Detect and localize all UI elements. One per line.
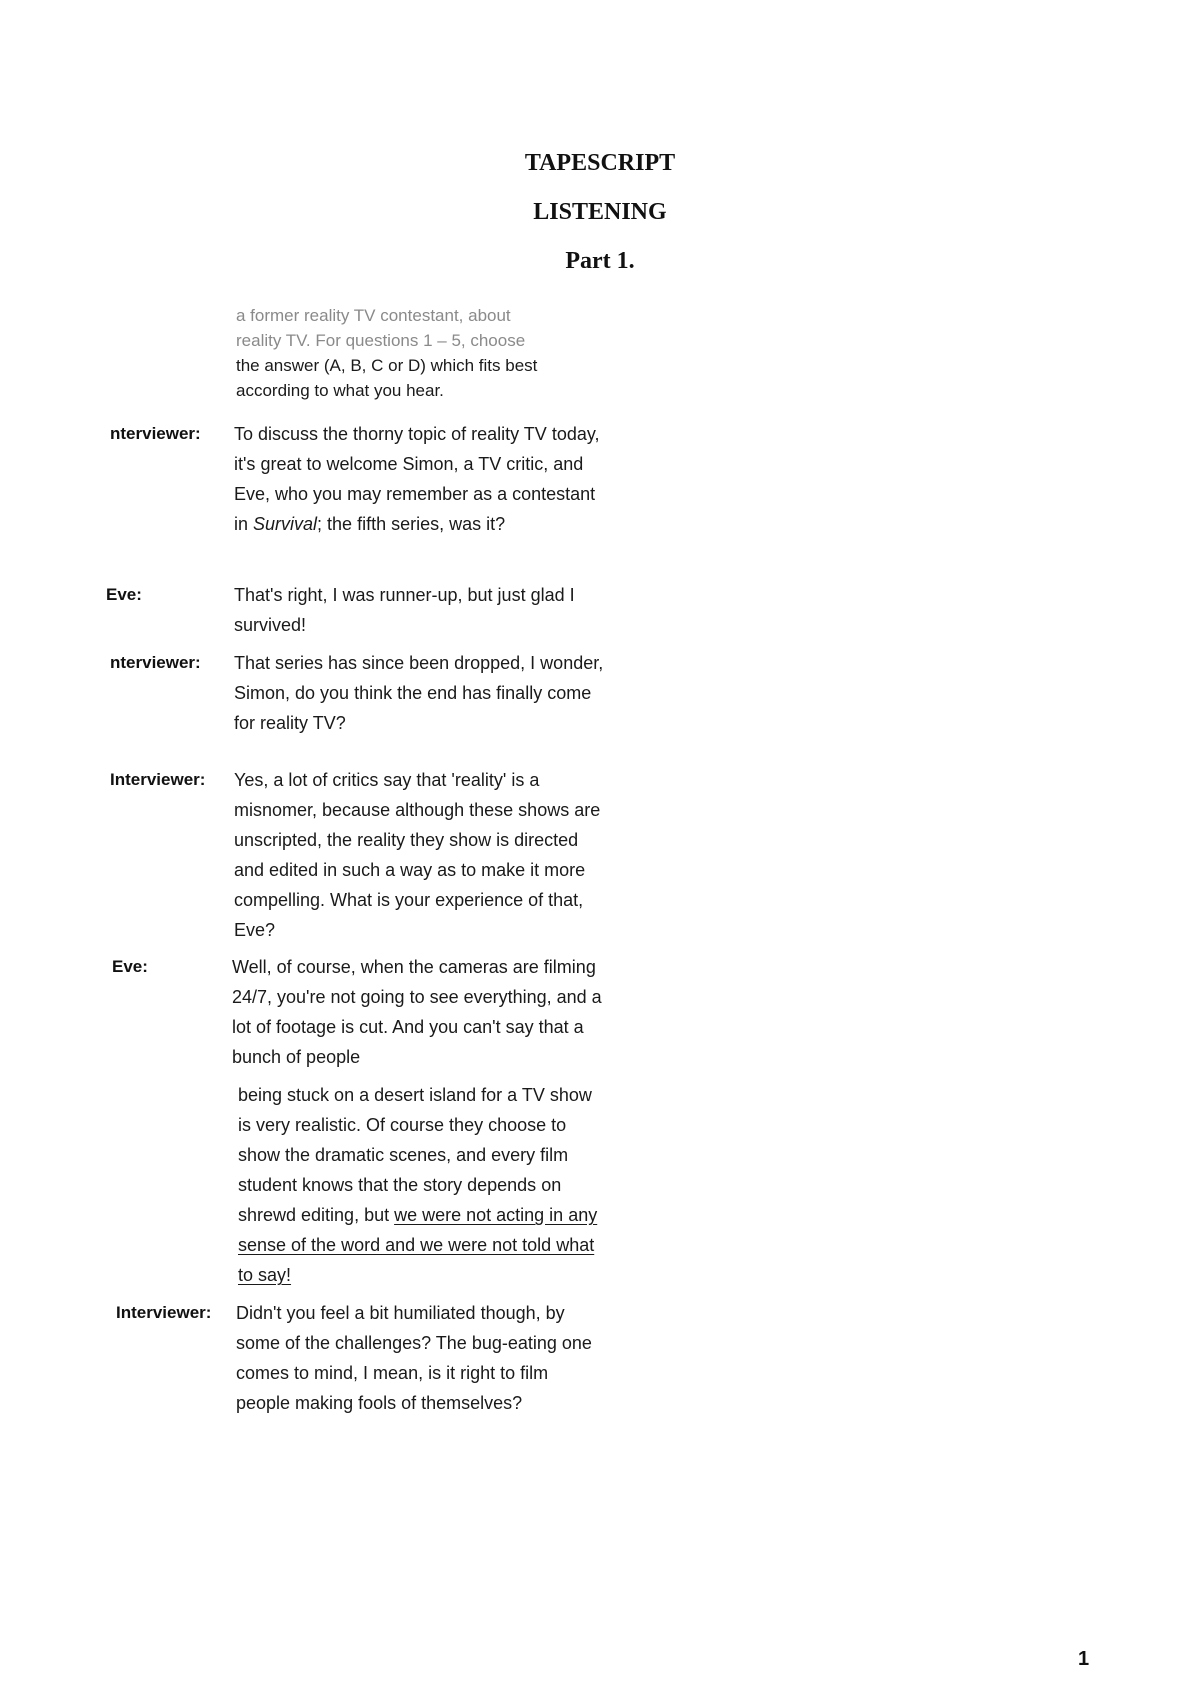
speaker-label: nterviewer: — [110, 653, 201, 672]
speech-text: To discuss the thorny topic of reality TV today, it's great to welcome Simon, a TV critic, and Eve, who you may remember as a contestant in Survival; the fifth series, was it? — [234, 424, 600, 534]
underlined-answer: we were not acting in any sense of the word and we were not told what to say! — [238, 1205, 598, 1285]
section-heading: LISTENING — [533, 199, 667, 225]
part-heading: Part 1. — [565, 248, 635, 274]
intro-line-3: the answer (A, B, C or D) which fits best — [236, 356, 538, 375]
speech-text: Well, of course, when the cameras are filming 24/7, you're not going to see everything, and a lot of footage is cut. And you can't say that a bunch of people — [232, 957, 602, 1067]
intro-line-4: according to what you hear. — [236, 381, 444, 400]
speech-text: Yes, a lot of critics say that 'reality' is a misnomer, because although these shows are unscripted, the reality they show is directed and edited in such a way as to make it more compelling. What is your experience of that, Eve? — [234, 770, 601, 940]
speaker-label: Interviewer: — [116, 1303, 212, 1322]
speaker-label: Eve: — [106, 585, 142, 604]
intro-line-1: a former reality TV contestant, about — [236, 306, 511, 325]
speech-text: That's right, I was runner-up, but just glad I survived! — [234, 585, 575, 635]
show-title: Survival — [253, 514, 318, 534]
speaker-label: Eve: — [112, 957, 148, 976]
page-number: 1 — [1078, 1648, 1090, 1670]
speech-text: That series has since been dropped, I wonder, Simon, do you think the end has finally come for reality TV? — [234, 653, 604, 733]
intro-line-2: reality TV. For questions 1 – 5, choose — [236, 331, 526, 350]
speaker-label: Interviewer: — [110, 770, 206, 789]
speech-text: Didn't you feel a bit humiliated though, by some of the challenges? The bug-eating one comes to mind, I mean, is it right to film people making fools of themselves? — [236, 1303, 592, 1413]
intro-instructions — [236, 303, 616, 403]
speaker-label: nterviewer: — [110, 424, 201, 443]
speech-text: being stuck on a desert island for a TV show is very realistic. Of course they choose to show the dramatic scenes, and every film student knows that the story depends on shrewd editing, but we were not acting in any sense of the word and we were not told what to say! — [238, 1085, 598, 1285]
document-title: TAPESCRIPT — [524, 150, 676, 176]
